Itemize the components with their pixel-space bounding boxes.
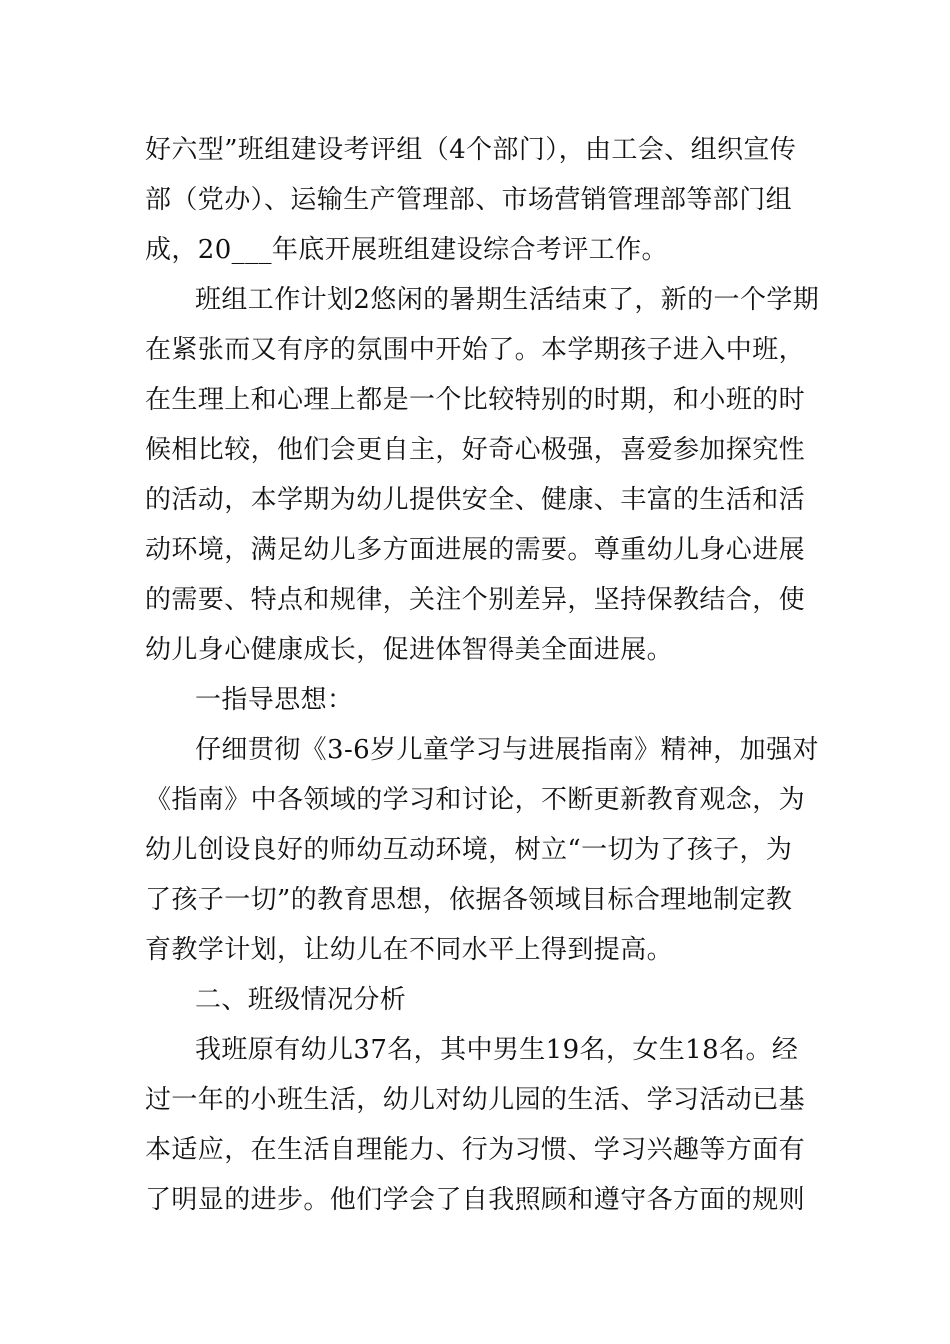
text-line: 动环境，满足幼儿多方面进展的需要。尊重幼儿身心进展 xyxy=(145,535,806,565)
text-line: 在生理上和心理上都是一个比较特别的时期，和小班的时 xyxy=(145,385,806,415)
text-line: 幼儿创设良好的师幼互动环境，树立“一切为了孩子，为 xyxy=(145,835,793,865)
text-line: 我班原有幼儿37名，其中男生19名，女生18名。经 xyxy=(195,1035,799,1065)
text-line: 的活动，本学期为幼儿提供安全、健康、丰富的生活和活 xyxy=(145,485,806,515)
text-line: 本适应，在生活自理能力、行为习惯、学习兴趣等方面有 xyxy=(145,1135,806,1165)
text-line: 的需要、特点和规律，关注个别差异，坚持保教结合，使 xyxy=(145,585,806,615)
text-line: 在紧张而又有序的氛围中开始了。本学期孩子进入中班， xyxy=(145,335,806,365)
text-line: 仔细贯彻《3-6岁儿童学习与进展指南》精神，加强对 xyxy=(195,735,819,765)
section-heading: 一指导思想： xyxy=(195,685,354,715)
text-line: 了明显的进步。他们学会了自我照顾和遵守各方面的规则 xyxy=(145,1185,806,1215)
text-line: 幼儿身心健康成长，促进体智得美全面进展。 xyxy=(145,635,674,665)
text-line: 部（党办）、运输生产管理部、市场营销管理部等部门组 xyxy=(145,185,793,215)
text-line: 育教学计划，让幼儿在不同水平上得到提高。 xyxy=(145,935,674,965)
text-line: 班组工作计划2悠闲的暑期生活结束了，新的一个学期 xyxy=(195,285,820,315)
text-line: 候相比较，他们会更自主，好奇心极强，喜爱参加探究性 xyxy=(145,435,806,465)
text-line: 《指南》中各领域的学习和讨论，不断更新教育观念，为 xyxy=(145,785,806,815)
section-heading: 二、班级情况分析 xyxy=(195,985,407,1015)
text-line: 了孩子一切”的教育思想，依据各领域目标合理地制定教 xyxy=(145,885,793,915)
text-line: 过一年的小班生活，幼儿对幼儿园的生活、学习活动已基 xyxy=(145,1085,806,1115)
text-line: 好六型”班组建设考评组（4个部门），由工会、组织宣传 xyxy=(145,135,797,165)
text-line: 成，20___年底开展班组建设综合考评工作。 xyxy=(145,235,668,265)
